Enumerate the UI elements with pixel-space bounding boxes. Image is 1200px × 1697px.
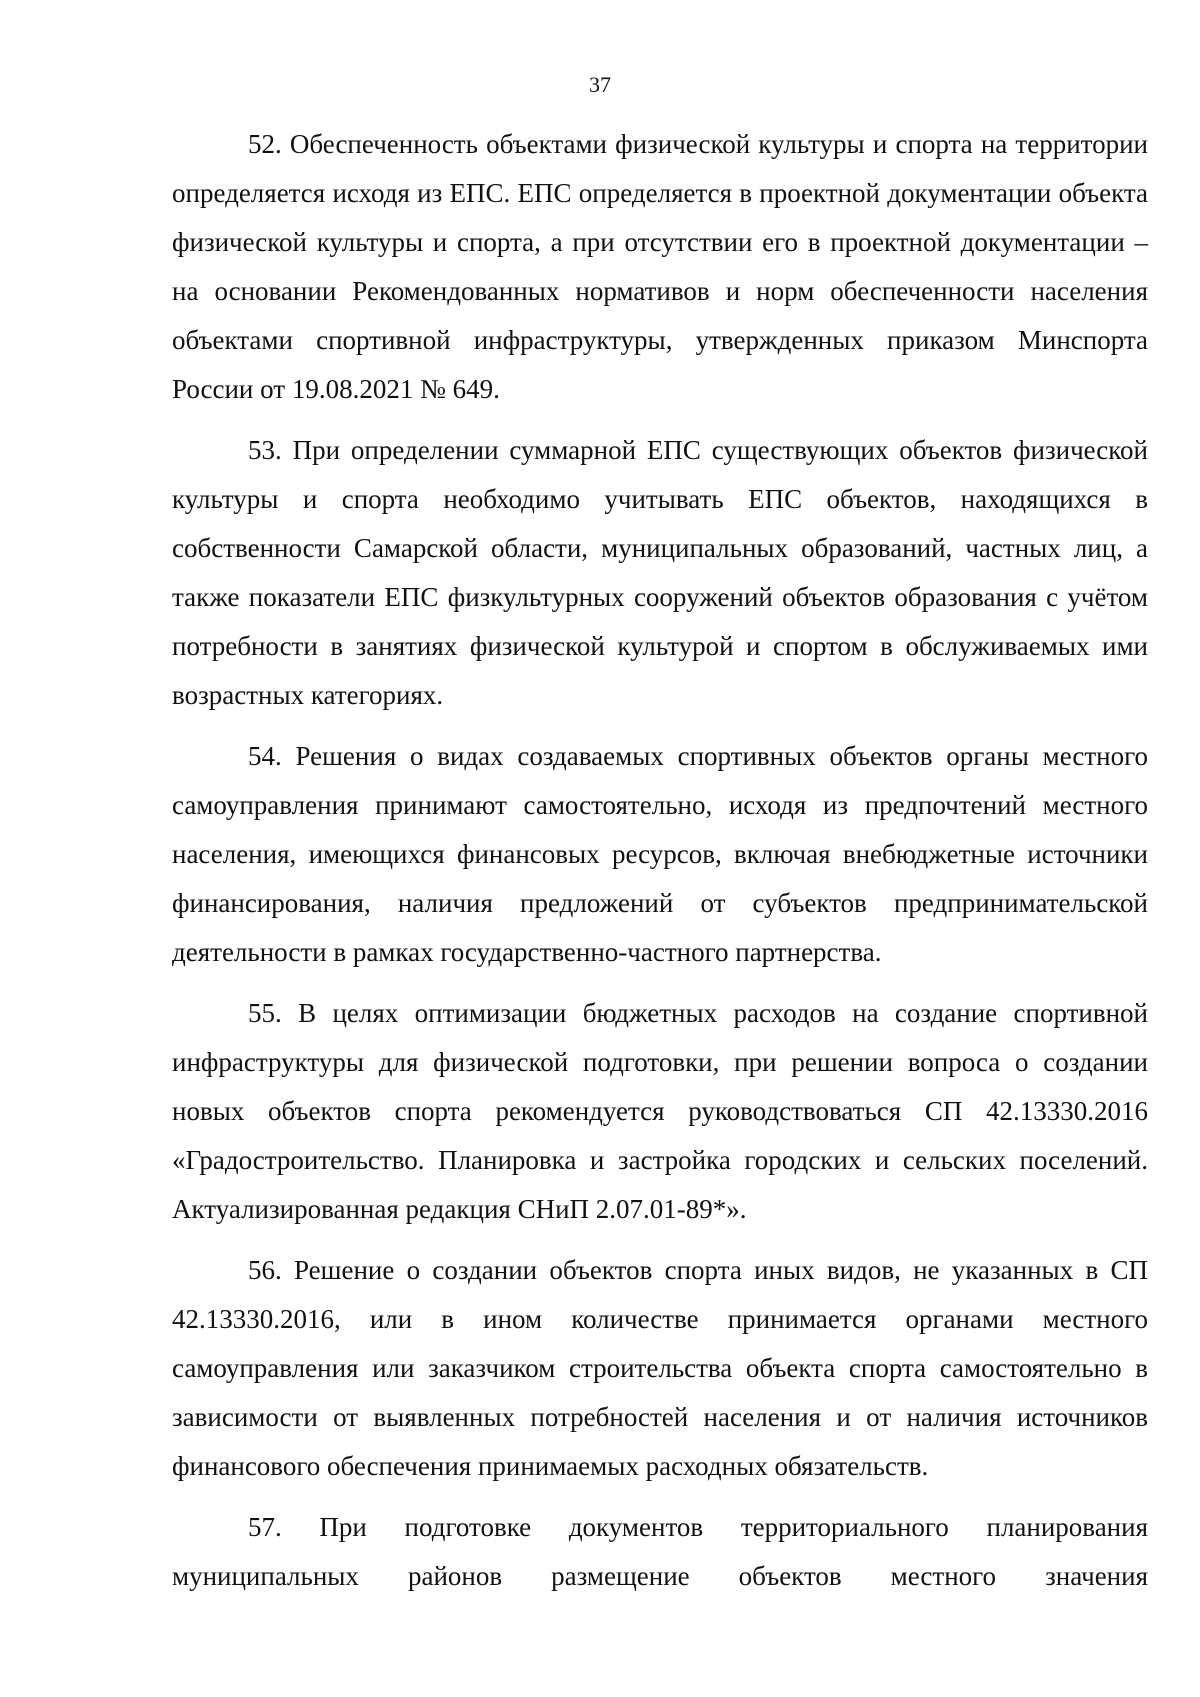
page-number: 37 bbox=[589, 72, 611, 97]
paragraph-55: 55. В целях оптимизации бюджетных расходов на создание спортивной инфраструктуры для физической подготовки, при решении вопроса о создании новых объектов спорта рекомендуется руководствоваться СП 42.13330.2016 «Градостроительство. Планировка и застройка городских и сельских поселений. Актуализированная редакция СНиП 2.07.01-89*». bbox=[172, 998, 1148, 1224]
paragraph-54: 54. Решения о видах создаваемых спортивных объектов органы местного самоуправления принимают самостоятельно, исходя из предпочтений местного населения, имеющихся финансовых ресурсов, включая внебюджетные источники финансирования, наличия предложений от субъектов предпринимательской деятельности в рамках государственно-частного партнерства. bbox=[172, 741, 1148, 967]
paragraph-53: 53. При определении суммарной ЕПС существующих объектов физической культуры и спорта необходимо учитывать ЕПС объектов, находящихся в собственности Самарской области, муниципальных образований, частных лиц, а также показатели ЕПС физкультурных сооружений объектов образования с учётом потребности в занятиях физической культурой и спортом в обслуживаемых ими возрастных категориях. bbox=[172, 435, 1148, 710]
document-body bbox=[172, 120, 1148, 1613]
paragraph-57: 57. При подготовке документов территориального планирования муниципальных районов размещение объектов местного значения bbox=[172, 1512, 1148, 1591]
paragraph-56: 56. Решение о создании объектов спорта иных видов, не указанных в СП 42.13330.2016, или в ином количестве принимается органами местного самоуправления или заказчиком строительства объекта спорта самостоятельно в зависимости от выявленных потребностей населения и от наличия источников финансового обеспечения принимаемых расходных обязательств. bbox=[172, 1255, 1148, 1481]
paragraph-52: 52. Обеспеченность объектами физической культуры и спорта на территории определяется исходя из ЕПС. ЕПС определяется в проектной документации объекта физической культуры и спорта, а при отсутствии его в проектной документации – на основании Рекомендованных нормативов и норм обеспеченности населения объектами спортивной инфраструктуры, утвержденных приказом Минспорта России от 19.08.2021 № 649. bbox=[172, 129, 1148, 404]
